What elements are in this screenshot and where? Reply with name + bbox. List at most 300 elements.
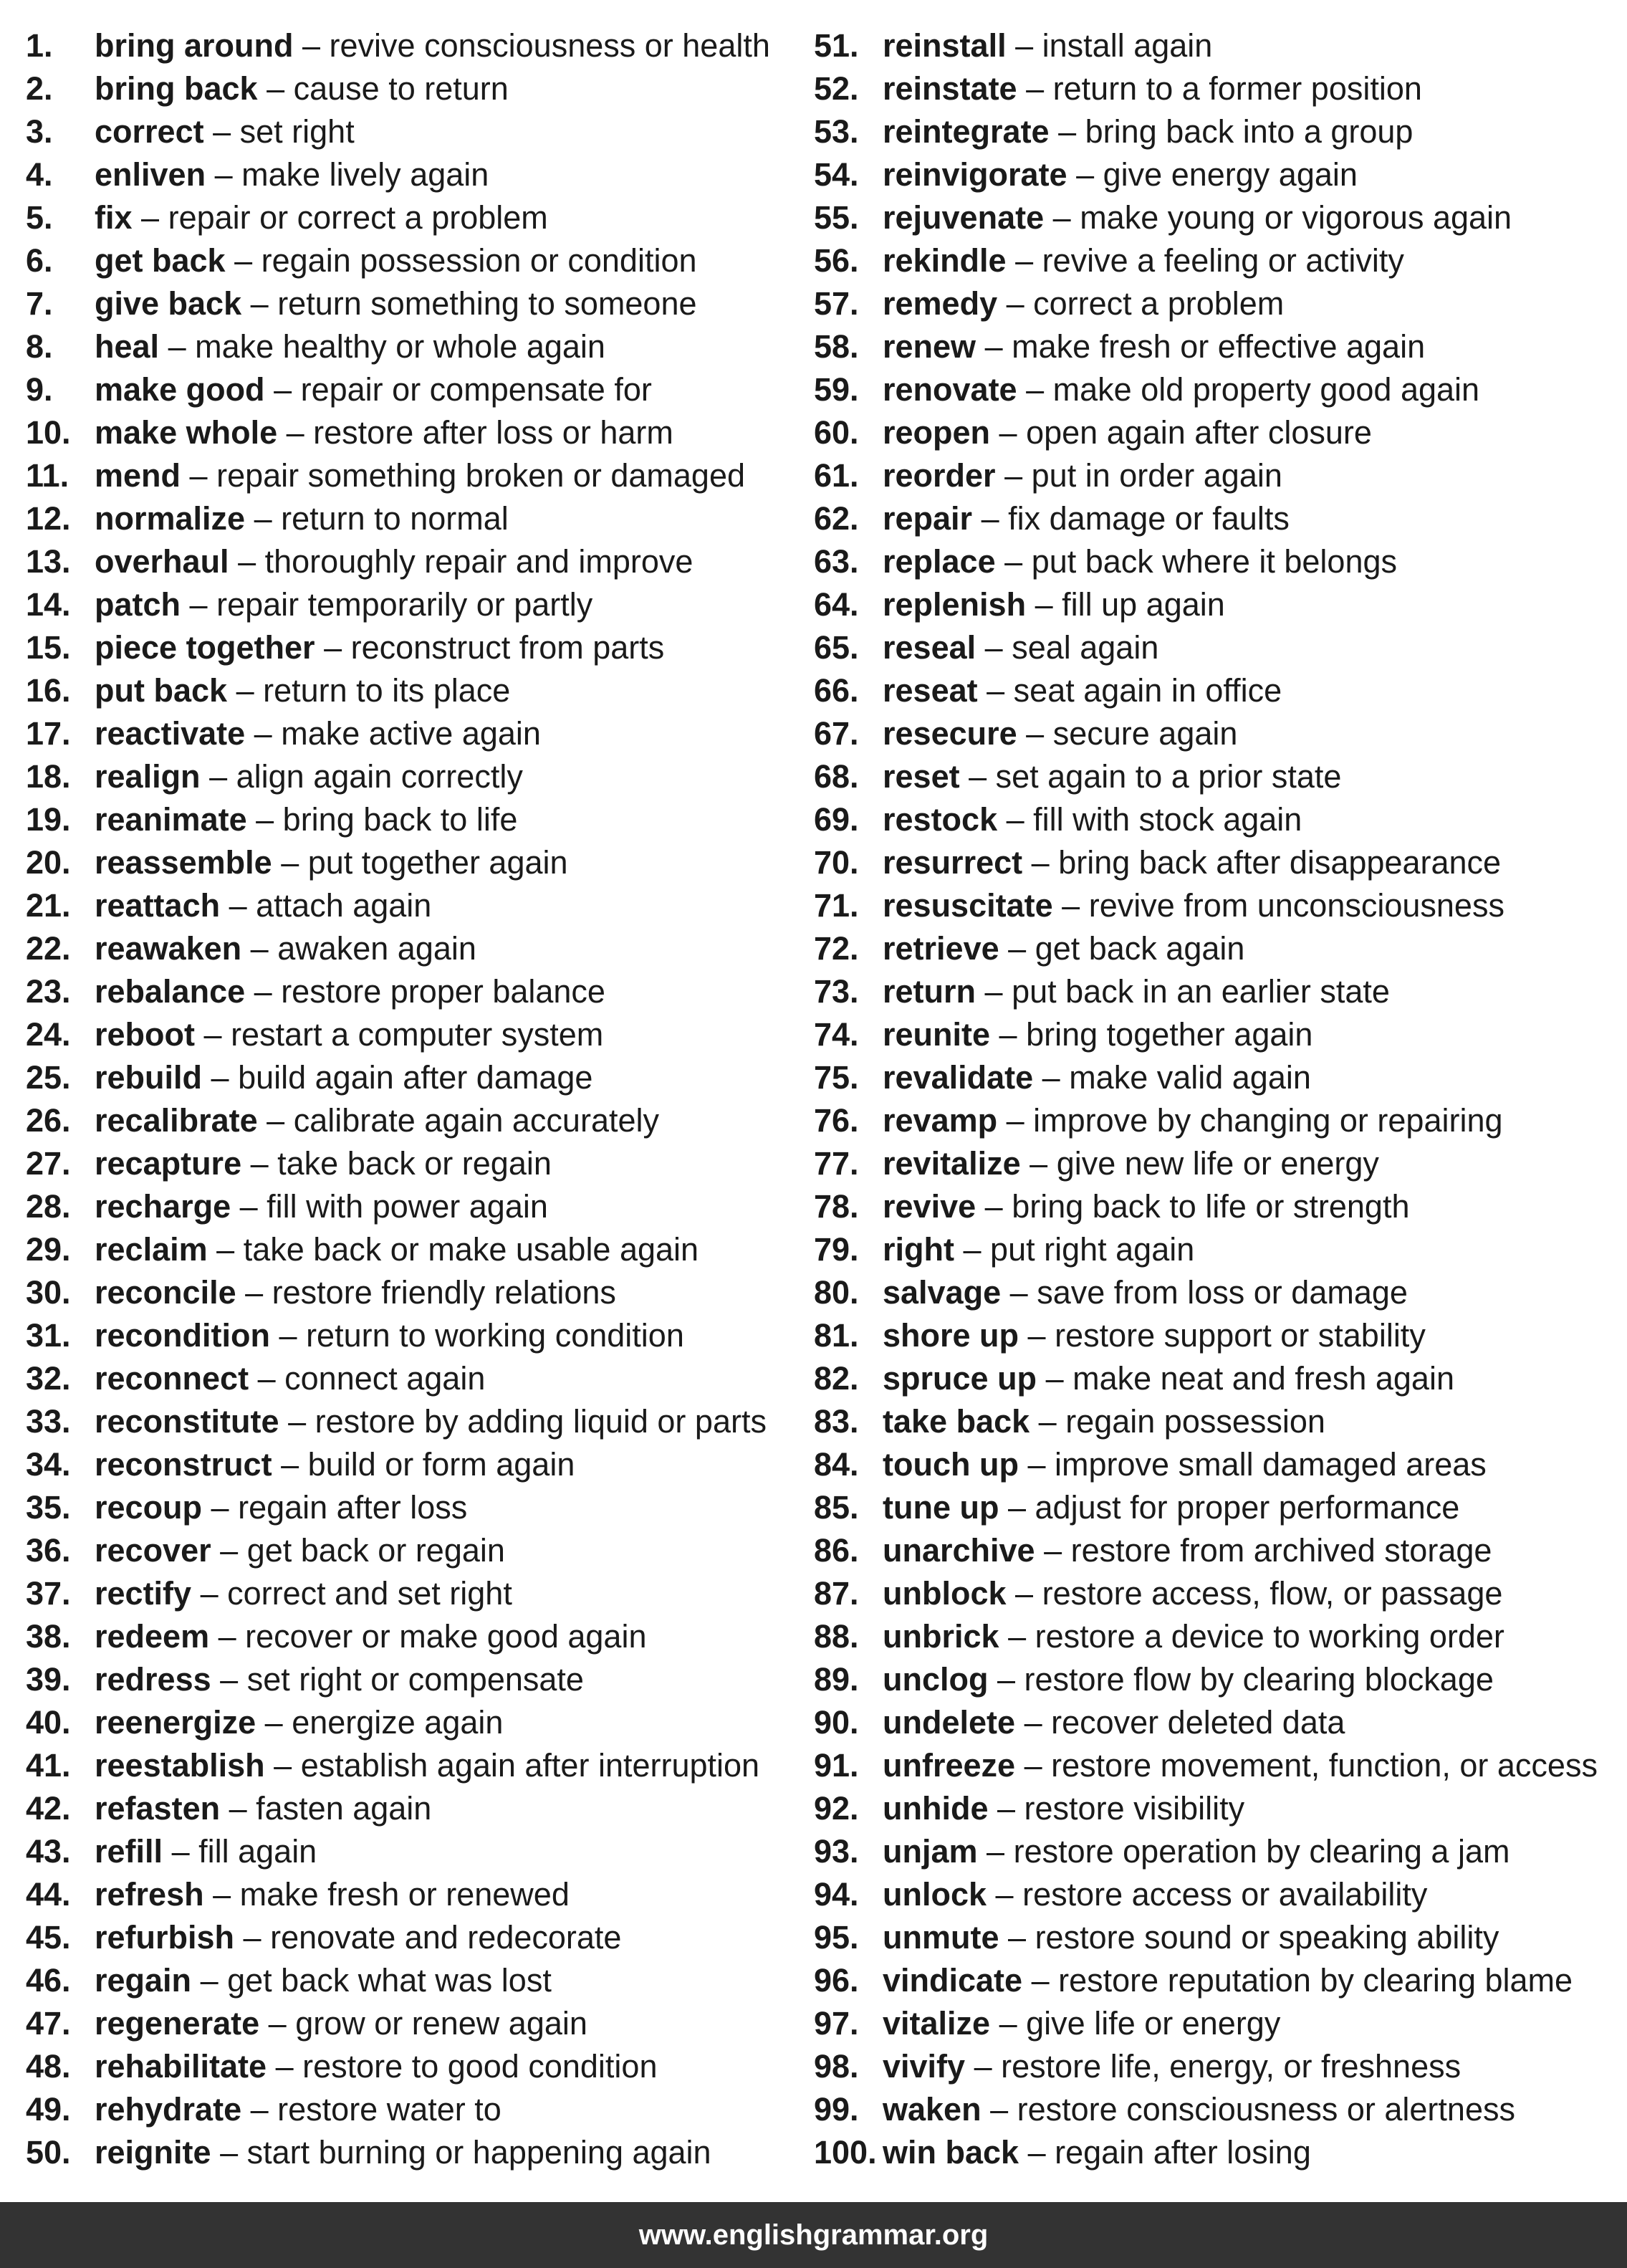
item-separator: –	[168, 328, 186, 365]
item-term: recoup	[95, 1489, 203, 1526]
item-term: rehydrate	[95, 2091, 242, 2128]
item-term: spruce up	[883, 1360, 1037, 1397]
item-term: tune up	[883, 1489, 999, 1526]
item-number: 85.	[814, 1489, 859, 1526]
item-term: rebuild	[95, 1059, 203, 1096]
list-item	[814, 1486, 1616, 1529]
item-term: replace	[883, 543, 996, 580]
item-definition: fill again	[198, 1833, 317, 1870]
item-definition: seat again in office	[1013, 672, 1282, 709]
item-number: 60.	[814, 414, 859, 451]
item-number: 32.	[26, 1360, 71, 1397]
item-term: revamp	[883, 1102, 998, 1139]
list-item	[26, 540, 800, 583]
item-definition: restore proper balance	[281, 973, 605, 1010]
item-separator: –	[281, 844, 299, 881]
item-term: refill	[95, 1833, 163, 1870]
item-separator: –	[274, 1747, 292, 1784]
item-term: resurrect	[883, 844, 1023, 881]
item-number: 57.	[814, 285, 859, 322]
list-item	[26, 1615, 800, 1658]
item-number: 6.	[26, 242, 53, 279]
item-number: 26.	[26, 1102, 71, 1139]
item-term: unhide	[883, 1790, 989, 1827]
list-item	[814, 411, 1616, 454]
item-number: 86.	[814, 1532, 859, 1569]
item-number: 21.	[26, 887, 71, 924]
item-definition: revive from unconsciousness	[1088, 887, 1504, 924]
item-separator: –	[171, 1833, 190, 1870]
item-number: 53.	[814, 113, 859, 150]
list-item	[814, 1185, 1616, 1228]
item-definition: revive consciousness or health	[329, 27, 770, 64]
item-definition: restore access or availability	[1022, 1876, 1428, 1913]
list-item	[814, 2045, 1616, 2088]
item-number: 65.	[814, 629, 859, 666]
item-term: reconstitute	[95, 1403, 279, 1440]
item-term: rejuvenate	[883, 199, 1045, 236]
list-item	[814, 24, 1616, 67]
item-number: 72.	[814, 930, 859, 967]
item-term: put back	[95, 672, 228, 709]
list-item	[26, 927, 800, 970]
item-term: reseat	[883, 672, 978, 709]
item-separator: –	[997, 1790, 1016, 1827]
item-number: 29.	[26, 1231, 71, 1268]
item-separator: –	[1058, 113, 1077, 150]
item-number: 63.	[814, 543, 859, 580]
list-item	[26, 325, 800, 368]
item-definition: put back in an earlier state	[1012, 973, 1390, 1010]
item-definition: build again after damage	[238, 1059, 593, 1096]
list-item	[814, 1701, 1616, 1744]
item-number: 56.	[814, 242, 859, 279]
list-item	[814, 1787, 1616, 1830]
item-number: 96.	[814, 1962, 859, 1999]
word-list-column-left	[26, 24, 800, 2174]
item-separator: –	[984, 1188, 1003, 1225]
item-separator: –	[984, 973, 1003, 1010]
item-term: unjam	[883, 1833, 978, 1870]
list-item	[814, 1443, 1616, 1486]
item-number: 81.	[814, 1317, 859, 1354]
item-number: 1.	[26, 27, 53, 64]
item-number: 31.	[26, 1317, 71, 1354]
item-number: 7.	[26, 285, 53, 322]
item-definition: set right	[239, 113, 355, 150]
item-definition: restore reputation by clearing blame	[1058, 1962, 1573, 1999]
item-separator: –	[250, 285, 269, 322]
item-term: touch up	[883, 1446, 1019, 1483]
item-term: replenish	[883, 586, 1027, 623]
item-separator: –	[1007, 1489, 1027, 1526]
item-separator: –	[189, 586, 208, 623]
item-number: 95.	[814, 1919, 859, 1956]
item-number: 41.	[26, 1747, 71, 1784]
item-definition: restore life, energy, or freshness	[1001, 2048, 1462, 2085]
item-term: reinvigorate	[883, 156, 1067, 193]
item-number: 47.	[26, 2005, 71, 2042]
list-item	[26, 196, 800, 239]
list-item	[814, 1830, 1616, 1873]
list-item	[26, 411, 800, 454]
item-term: redeem	[95, 1618, 210, 1655]
list-item	[26, 2045, 800, 2088]
item-definition: correct a problem	[1033, 285, 1285, 322]
item-separator: –	[1006, 801, 1024, 838]
item-separator: –	[216, 1231, 235, 1268]
item-definition: awaken again	[277, 930, 476, 967]
list-item	[814, 2002, 1616, 2045]
item-definition: make valid again	[1069, 1059, 1311, 1096]
list-item	[26, 1916, 800, 1959]
item-term: make whole	[95, 414, 278, 451]
item-number: 20.	[26, 844, 71, 881]
item-separator: –	[974, 2048, 992, 2085]
site-url[interactable]: www.englishgrammar.org	[638, 2219, 989, 2251]
item-separator: –	[981, 500, 999, 537]
item-term: waken	[883, 2091, 982, 2128]
item-number: 54.	[814, 156, 859, 193]
item-number: 4.	[26, 156, 53, 193]
item-definition: make lively again	[241, 156, 489, 193]
item-term: reintegrate	[883, 113, 1050, 150]
item-number: 23.	[26, 973, 71, 1010]
item-term: reset	[883, 758, 960, 795]
item-number: 98.	[814, 2048, 859, 2085]
item-term: renew	[883, 328, 976, 365]
item-number: 28.	[26, 1188, 71, 1225]
item-term: salvage	[883, 1274, 1002, 1311]
item-separator: –	[1026, 70, 1045, 107]
item-number: 34.	[26, 1446, 71, 1483]
item-definition: restart a computer system	[231, 1016, 604, 1053]
item-number: 50.	[26, 2134, 71, 2171]
item-number: 68.	[814, 758, 859, 795]
item-number: 42.	[26, 1790, 71, 1827]
item-separator: –	[250, 2091, 269, 2128]
list-item	[814, 1314, 1616, 1357]
item-separator: –	[1044, 1532, 1062, 1569]
item-definition: restore water to	[277, 2091, 501, 2128]
list-item	[814, 1013, 1616, 1056]
item-separator: –	[1004, 543, 1023, 580]
item-separator: –	[236, 672, 254, 709]
item-term: revive	[883, 1188, 976, 1225]
item-term: unlock	[883, 1876, 987, 1913]
item-separator: –	[1045, 1360, 1064, 1397]
list-item	[26, 583, 800, 626]
item-number: 33.	[26, 1403, 71, 1440]
item-separator: –	[229, 1790, 247, 1827]
list-item	[26, 110, 800, 153]
item-separator: –	[302, 27, 321, 64]
item-separator: –	[963, 1231, 982, 1268]
list-item	[26, 368, 800, 411]
item-separator: –	[984, 328, 1003, 365]
item-term: revalidate	[883, 1059, 1034, 1096]
item-definition: get back what was lost	[227, 1962, 552, 1999]
list-item	[814, 669, 1616, 712]
item-term: rebalance	[95, 973, 246, 1010]
item-term: reactivate	[95, 715, 246, 752]
item-separator: –	[267, 70, 285, 107]
list-item	[814, 755, 1616, 798]
item-definition: make fresh or effective again	[1012, 328, 1426, 365]
item-number: 73.	[814, 973, 859, 1010]
item-separator: –	[218, 1618, 236, 1655]
item-number: 46.	[26, 1962, 71, 1999]
item-definition: make active again	[281, 715, 541, 752]
item-definition: return to working condition	[306, 1317, 684, 1354]
list-item	[814, 970, 1616, 1013]
item-number: 70.	[814, 844, 859, 881]
item-separator: –	[1008, 930, 1027, 967]
item-number: 27.	[26, 1145, 71, 1182]
item-separator: –	[1076, 156, 1095, 193]
item-separator: –	[1026, 371, 1045, 408]
list-item	[814, 1959, 1616, 2002]
item-separator: –	[1004, 457, 1023, 494]
item-term: bring back	[95, 70, 258, 107]
item-term: reinstate	[883, 70, 1017, 107]
list-item	[26, 970, 800, 1013]
item-term: unblock	[883, 1575, 1007, 1612]
item-separator: –	[1027, 1317, 1046, 1354]
item-definition: recover deleted data	[1051, 1704, 1345, 1741]
list-item	[26, 1529, 800, 1572]
item-separator: –	[999, 2005, 1017, 2042]
item-number: 14.	[26, 586, 71, 623]
item-separator: –	[987, 672, 1005, 709]
item-term: renovate	[883, 371, 1017, 408]
item-definition: set again to a prior state	[995, 758, 1342, 795]
item-separator: –	[1015, 1575, 1034, 1612]
item-definition: put together again	[307, 844, 568, 881]
item-term: correct	[95, 113, 204, 150]
item-definition: make young or vigorous again	[1080, 199, 1512, 236]
item-separator: –	[203, 1016, 222, 1053]
list-item	[26, 755, 800, 798]
item-term: reorder	[883, 457, 996, 494]
item-separator: –	[141, 199, 160, 236]
item-definition: return to its place	[263, 672, 511, 709]
item-number: 51.	[814, 27, 859, 64]
item-number: 62.	[814, 500, 859, 537]
item-definition: start burning or happening again	[246, 2134, 711, 2171]
item-definition: secure again	[1052, 715, 1238, 752]
item-term: vivify	[883, 2048, 966, 2085]
item-number: 43.	[26, 1833, 71, 1870]
item-separator: –	[200, 1575, 219, 1612]
item-separator: –	[239, 1188, 258, 1225]
list-item	[26, 1099, 800, 1142]
item-definition: return something to someone	[277, 285, 697, 322]
list-item	[26, 1357, 800, 1400]
list-item	[26, 712, 800, 755]
item-separator: –	[288, 1403, 307, 1440]
item-separator: –	[254, 973, 272, 1010]
item-number: 67.	[814, 715, 859, 752]
list-item	[814, 798, 1616, 841]
item-separator: –	[275, 2048, 294, 2085]
item-term: fix	[95, 199, 133, 236]
item-definition: restore operation by clearing a jam	[1013, 1833, 1510, 1870]
item-separator: –	[999, 414, 1017, 451]
item-definition: renovate and redecorate	[270, 1919, 622, 1956]
item-term: reconstruct	[95, 1446, 272, 1483]
item-definition: take back or regain	[277, 1145, 552, 1182]
item-definition: connect again	[284, 1360, 486, 1397]
item-definition: bring back to life or strength	[1012, 1188, 1410, 1225]
item-separator: –	[1035, 586, 1053, 623]
list-item	[26, 1400, 800, 1443]
list-item	[814, 67, 1616, 110]
list-item	[814, 1658, 1616, 1701]
item-definition: energize again	[292, 1704, 504, 1741]
list-item	[26, 1959, 800, 2002]
word-list-column-right	[814, 24, 1616, 2174]
item-definition: restore a device to working order	[1035, 1618, 1504, 1655]
item-number: 78.	[814, 1188, 859, 1225]
item-separator: –	[1015, 242, 1034, 279]
footer-banner	[0, 2202, 1627, 2268]
item-term: make good	[95, 371, 265, 408]
item-definition: restore consciousness or alertness	[1017, 2091, 1515, 2128]
item-term: patch	[95, 586, 181, 623]
item-separator: –	[324, 629, 342, 666]
item-term: remedy	[883, 285, 998, 322]
item-number: 10.	[26, 414, 71, 451]
list-item	[814, 1228, 1616, 1271]
item-definition: put right again	[990, 1231, 1195, 1268]
item-definition: recover or make good again	[245, 1618, 647, 1655]
item-definition: fasten again	[256, 1790, 432, 1827]
item-separator: –	[984, 629, 1003, 666]
item-number: 77.	[814, 1145, 859, 1182]
list-item	[26, 1142, 800, 1185]
list-item	[26, 669, 800, 712]
item-term: reignite	[95, 2134, 211, 2171]
item-term: regenerate	[95, 2005, 260, 2042]
item-separator: –	[220, 2134, 239, 2171]
list-item	[26, 24, 800, 67]
item-separator: –	[1031, 844, 1050, 881]
list-item	[26, 1443, 800, 1486]
list-item	[26, 2088, 800, 2131]
list-item	[814, 2131, 1616, 2174]
item-separator: –	[997, 1661, 1016, 1698]
item-definition: correct and set right	[227, 1575, 512, 1612]
item-separator: –	[1024, 1704, 1042, 1741]
item-term: give back	[95, 285, 242, 322]
item-term: recover	[95, 1532, 211, 1569]
item-term: retrieve	[883, 930, 999, 967]
item-number: 84.	[814, 1446, 859, 1483]
item-term: reinstall	[883, 27, 1007, 64]
item-definition: make old property good again	[1052, 371, 1480, 408]
item-separator: –	[213, 1876, 231, 1913]
list-item	[26, 1013, 800, 1056]
list-item	[814, 1873, 1616, 1916]
item-number: 40.	[26, 1704, 71, 1741]
item-definition: improve small damaged areas	[1055, 1446, 1487, 1483]
item-term: refresh	[95, 1876, 204, 1913]
item-separator: –	[254, 500, 272, 537]
list-item	[26, 1873, 800, 1916]
item-number: 79.	[814, 1231, 859, 1268]
item-separator: –	[264, 1704, 283, 1741]
item-number: 55.	[814, 199, 859, 236]
list-item	[26, 2002, 800, 2045]
item-definition: repair or compensate for	[300, 371, 652, 408]
item-separator: –	[250, 1145, 269, 1182]
list-item	[814, 282, 1616, 325]
item-definition: return to a former position	[1052, 70, 1422, 107]
item-separator: –	[1031, 1962, 1050, 1999]
item-separator: –	[1006, 1102, 1024, 1139]
list-item	[814, 1357, 1616, 1400]
list-item	[814, 368, 1616, 411]
item-number: 90.	[814, 1704, 859, 1741]
item-term: recharge	[95, 1188, 231, 1225]
item-definition: get back or regain	[246, 1532, 505, 1569]
item-definition: install again	[1042, 27, 1213, 64]
list-item	[26, 1228, 800, 1271]
item-number: 30.	[26, 1274, 71, 1311]
item-term: reawaken	[95, 930, 242, 967]
item-number: 18.	[26, 758, 71, 795]
list-item	[814, 927, 1616, 970]
item-separator: –	[969, 758, 987, 795]
item-term: reclaim	[95, 1231, 208, 1268]
list-item	[814, 325, 1616, 368]
item-definition: restore from archived storage	[1070, 1532, 1492, 1569]
item-separator: –	[211, 1489, 229, 1526]
item-number: 64.	[814, 586, 859, 623]
item-term: reseal	[883, 629, 976, 666]
item-definition: adjust for proper performance	[1035, 1489, 1460, 1526]
item-definition: set right or compensate	[246, 1661, 584, 1698]
item-number: 15.	[26, 629, 71, 666]
item-definition: bring together again	[1026, 1016, 1313, 1053]
item-term: realign	[95, 758, 201, 795]
item-definition: regain possession	[1065, 1403, 1325, 1440]
list-item	[26, 1271, 800, 1314]
list-item	[26, 1744, 800, 1787]
list-item	[814, 712, 1616, 755]
item-number: 12.	[26, 500, 71, 537]
item-term: rekindle	[883, 242, 1007, 279]
list-item	[814, 1572, 1616, 1615]
item-definition: regain possession or condition	[261, 242, 697, 279]
item-separator: –	[220, 1661, 239, 1698]
list-item	[814, 1615, 1616, 1658]
item-separator: –	[1015, 27, 1034, 64]
list-item	[814, 841, 1616, 884]
item-term: return	[883, 973, 976, 1010]
item-term: overhaul	[95, 543, 229, 580]
list-item	[814, 2088, 1616, 2131]
item-number: 87.	[814, 1575, 859, 1612]
item-number: 89.	[814, 1661, 859, 1698]
item-number: 99.	[814, 2091, 859, 2128]
item-separator: –	[1038, 1403, 1057, 1440]
item-definition: fill with stock again	[1033, 801, 1302, 838]
item-definition: put back where it belongs	[1031, 543, 1398, 580]
item-separator: –	[256, 801, 274, 838]
list-item	[26, 1314, 800, 1357]
